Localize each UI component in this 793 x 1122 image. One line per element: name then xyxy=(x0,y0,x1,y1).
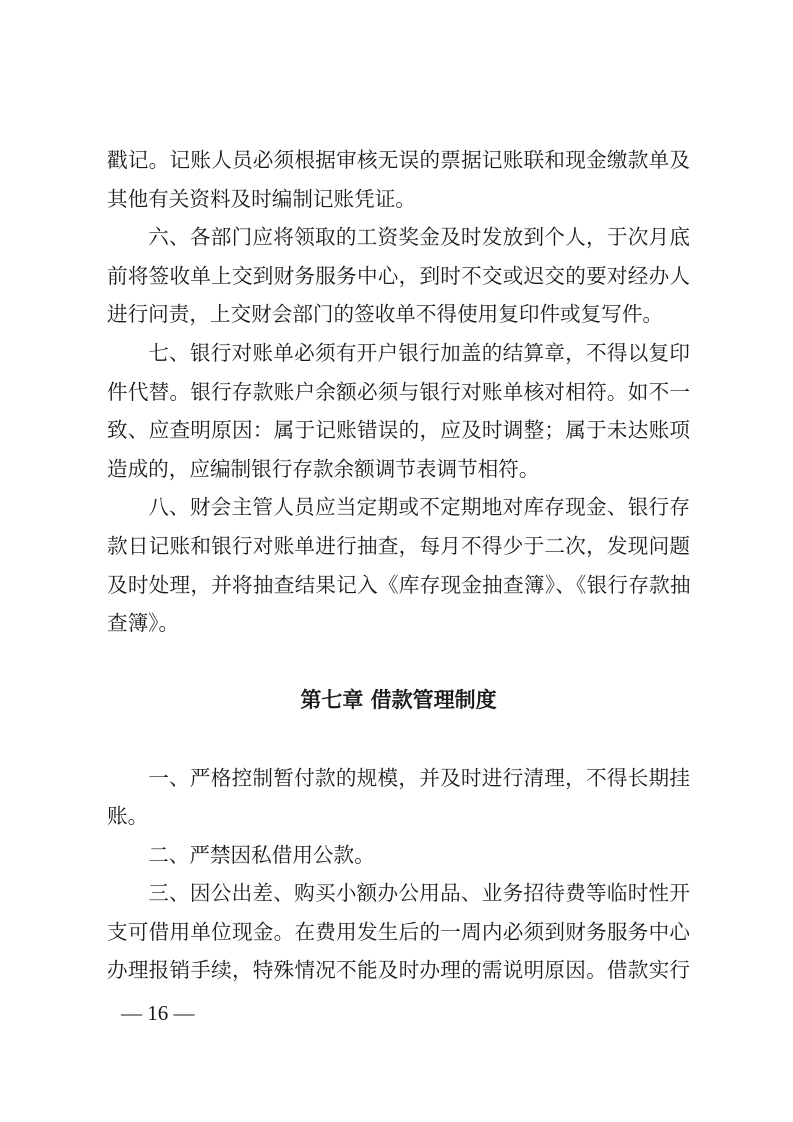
paragraph-line: 支可借用单位现金。在费用发生后的一周内必须到财务服务中心 xyxy=(107,919,690,944)
paragraph-line: 其他有关资料及时编制记账凭证。 xyxy=(107,186,416,211)
paragraph-line: 戳记。记账人员必须根据审核无误的票据记账联和现金缴款单及 xyxy=(107,148,690,172)
paragraph-line: 六、各部门应将领取的工资奖金及时发放到个人，于次月底 xyxy=(148,225,690,250)
paragraph-line: 账。 xyxy=(107,804,149,829)
document-body xyxy=(107,141,690,990)
paragraph-line: 八、财会主管人员应当定期或不定期地对库存现金、银行存 xyxy=(148,495,690,520)
paragraph-line: 查簿》。 xyxy=(107,611,180,636)
paragraph-item-7 xyxy=(107,334,690,488)
paragraph-line: 七、银行对账单必须有开户银行加盖的结算章，不得以复印 xyxy=(148,340,690,365)
chapter-paragraph-item-2 xyxy=(107,836,690,875)
chapter-title: 第七章 借款管理制度 xyxy=(300,688,497,713)
paragraph-line: 一、严格控制暂付款的规模，并及时进行清理，不得长期挂 xyxy=(148,765,690,790)
paragraph-line: 款日记账和银行对账单进行抽查，每月不得少于二次，发现问题 xyxy=(107,533,690,558)
paragraph-item-6 xyxy=(107,218,690,334)
page-number: — 16 — xyxy=(121,1001,195,1025)
chapter-paragraph-item-3 xyxy=(107,874,690,990)
chapter-paragraph-item-1 xyxy=(107,759,690,836)
paragraph-line: 进行问责，上交财会部门的签收单不得使用复印件或复写件。 xyxy=(107,302,664,327)
paragraph-line: 件代替。银行存款账户余额必须与银行对账单核对相符。如不一 xyxy=(107,379,690,404)
paragraph-line: 造成的，应编制银行存款余额调节表调节相符。 xyxy=(107,456,540,481)
paragraph-line: 前将签收单上交到财务服务中心，到时不交或迟交的要对经办人 xyxy=(107,263,690,288)
paragraph-line: 三、因公出差、购买小额办公用品、业务招待费等临时性开 xyxy=(148,881,690,906)
paragraph-item-8 xyxy=(107,488,690,642)
paragraph-line: 致、应查明原因：属于记账错误的，应及时调整；属于未达账项 xyxy=(107,418,690,443)
paragraph-continuation xyxy=(107,141,690,218)
paragraph-line: 办理报销手续，特殊情况不能及时办理的需说明原因。借款实行 xyxy=(107,958,690,983)
paragraph-line: 及时处理，并将抽查结果记入《库存现金抽查簿》、《银行存款抽 xyxy=(107,572,690,597)
paragraph-line: 二、严禁因私借用公款。 xyxy=(148,842,375,867)
